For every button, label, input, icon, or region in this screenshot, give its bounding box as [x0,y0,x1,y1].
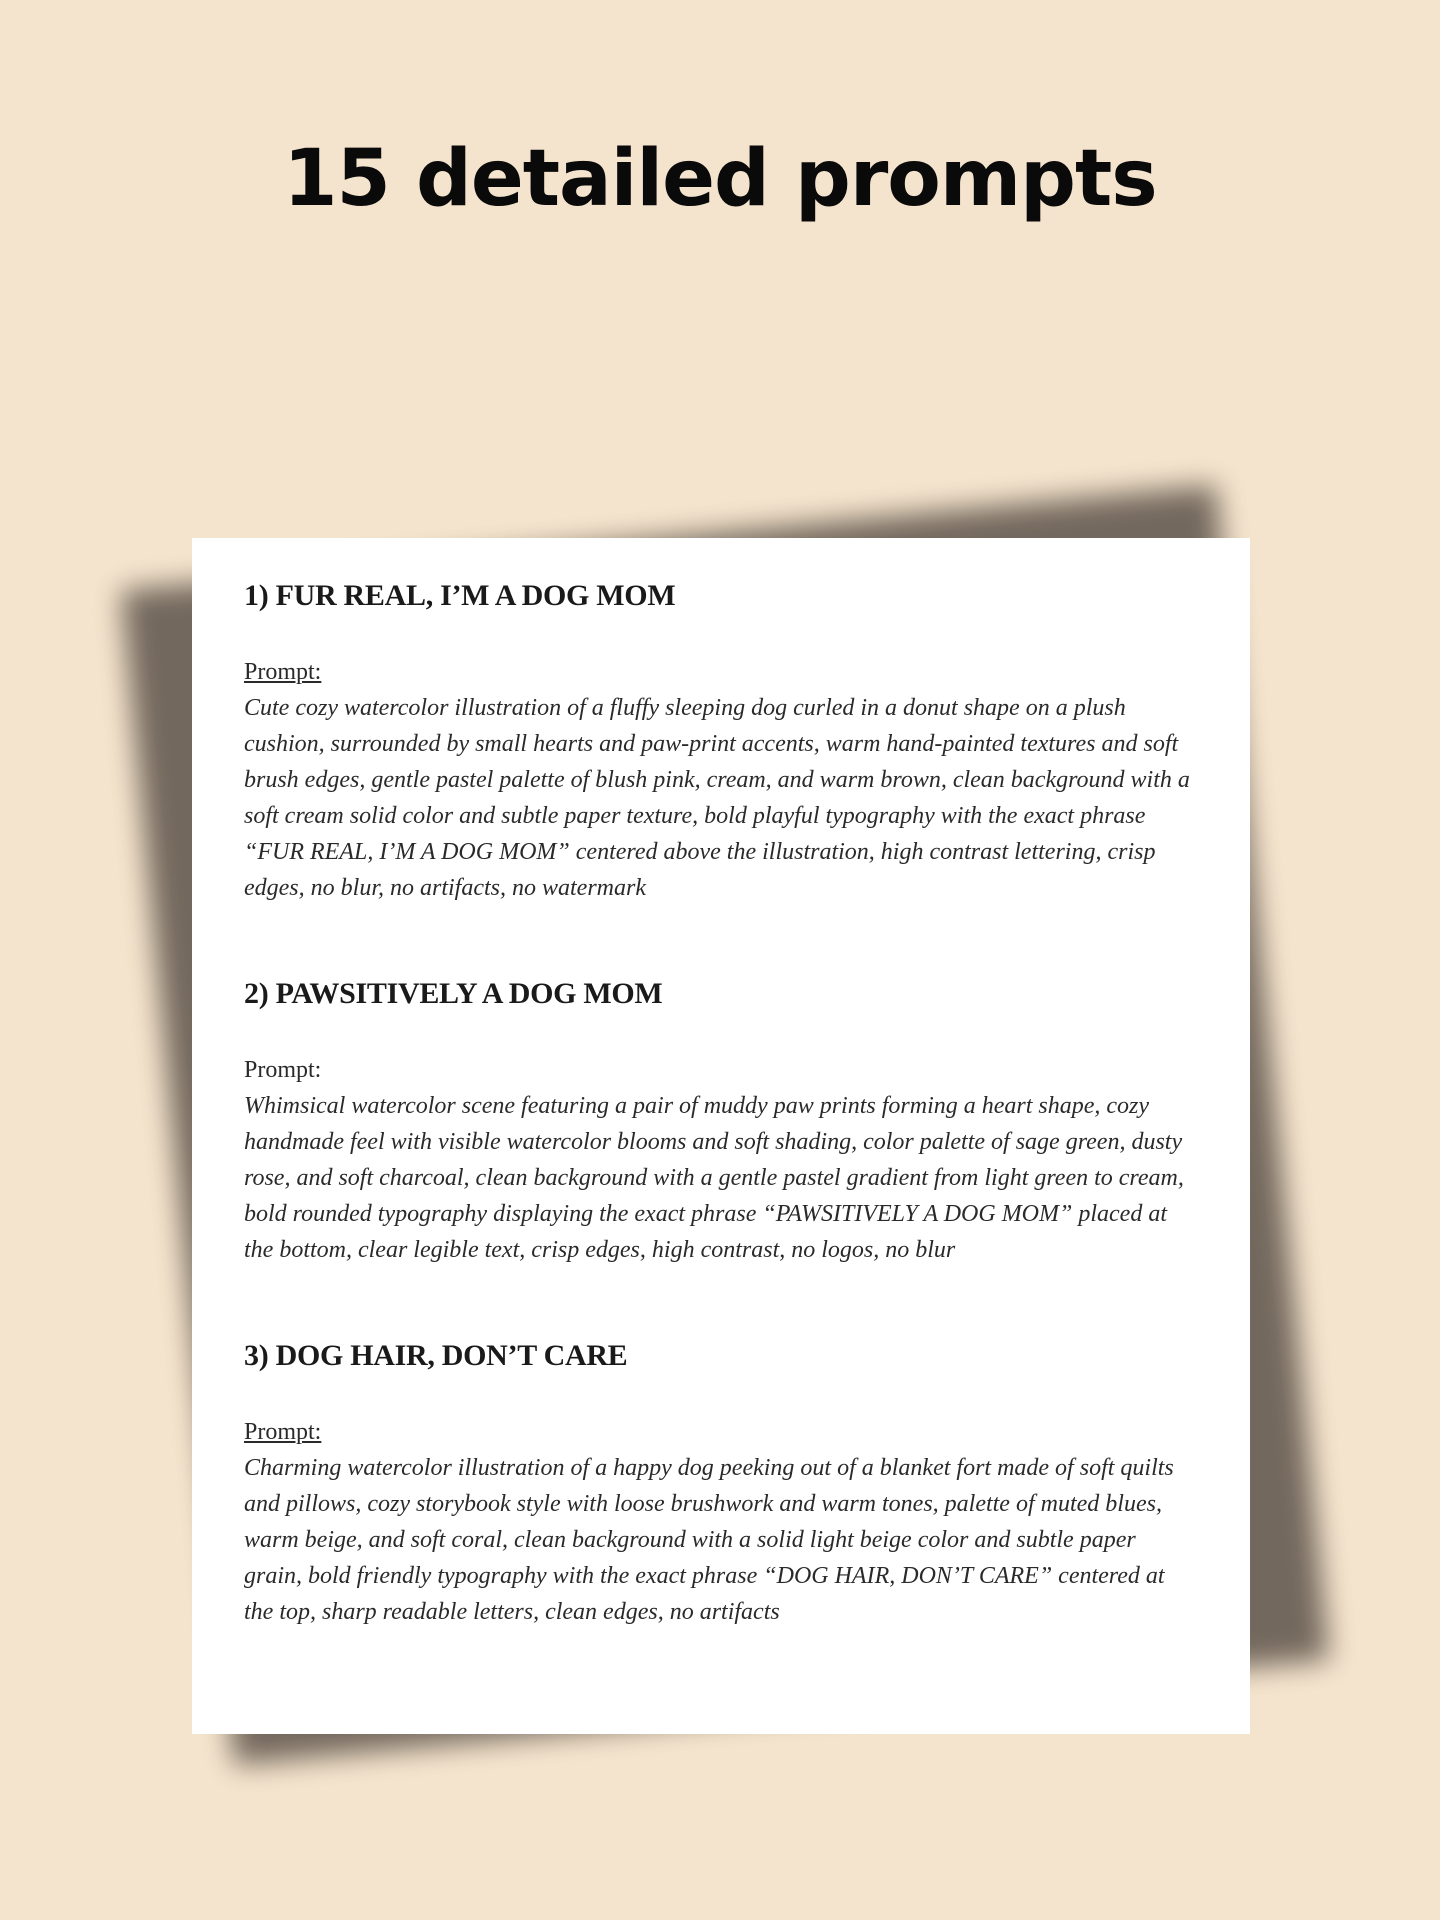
prompt-text: Cute cozy watercolor illustration of a fluffy sleeping dog curled in a donut shape on a plush cushion, surrounded by small hearts and paw-print accents, warm hand-painted textures and soft brush edges, gentle pastel palette of blush pink, cream, and warm brown, clean background with a soft cream solid color and subtle paper texture, bold playful typography with the exact phrase “FUR REAL, I’M A DOG MOM” centered above the illustration, high contrast lettering, crisp edges, no blur, no artifacts, no watermark [244,695,1190,901]
prompt-section [244,976,1198,1268]
prompt-label: Prompt: [244,659,322,685]
document-page [192,538,1250,1734]
prompt-section [244,1338,1198,1630]
prompt-label: Prompt: [244,1419,322,1445]
section-title: 1) FUR REAL, I’M A DOG MOM [244,579,676,612]
prompt-text: Whimsical watercolor scene featuring a pair of muddy paw prints forming a heart shape, cozy handmade feel with visible watercolor blooms and soft shading, color palette of sage green, dusty rose, and soft charcoal, clean background with a gentle pastel gradient from light green to cream, bold rounded typography displaying the exact phrase “PAWSITIVELY A DOG MOM” placed at the bottom, clear legible text, crisp edges, high contrast, no logos, no blur [244,1093,1184,1263]
prompt-label: Prompt: [244,1057,322,1083]
prompt-section [244,578,1198,906]
section-title: 2) PAWSITIVELY A DOG MOM [244,977,663,1010]
prompt-text: Charming watercolor illustration of a happy dog peeking out of a blanket fort made of soft quilts and pillows, cozy storybook style with loose brushwork and warm tones, palette of muted blues, warm beige, and soft coral, clean background with a solid light beige color and subtle paper grain, bold friendly typography with the exact phrase “DOG HAIR, DON’T CARE” centered at the top, sharp readable letters, clean edges, no artifacts [244,1455,1174,1625]
page-headline: 15 detailed prompts [283,134,1157,224]
section-title: 3) DOG HAIR, DON’T CARE [244,1339,628,1372]
